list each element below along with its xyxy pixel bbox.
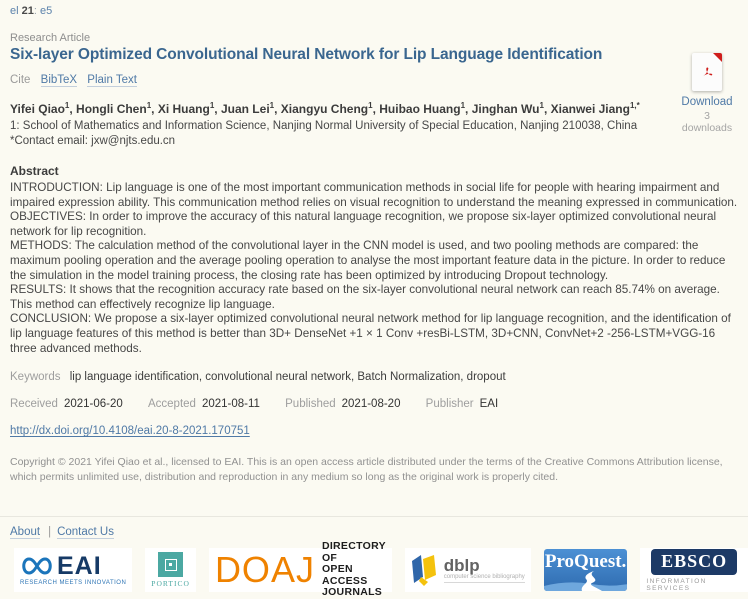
abstract-paragraph: RESULTS: It shows that the recognition accuracy rate based on the six-layer convolutional neural network can reach 85.74% on average. This method can effectively recognize lip language. — [10, 283, 720, 311]
doaj-logo-text: DOAJ — [214, 549, 315, 591]
dblp-logo[interactable] — [405, 548, 531, 592]
cite-label: Cite — [10, 74, 31, 86]
author-list — [10, 99, 668, 116]
cite-row — [10, 74, 738, 86]
dblp-logo-tagline: computer science bibliography — [444, 574, 525, 583]
contact-us-link[interactable]: Contact Us — [57, 526, 114, 539]
plain-text-link[interactable]: Plain Text — [87, 74, 137, 86]
proquest-river-icon — [544, 571, 628, 591]
download-box — [678, 53, 736, 134]
publisher-value: EAI — [479, 398, 499, 411]
abstract-paragraph: METHODS: The calculation method of the convolutional layer in the CNN model is used, and two pooling methods are compared: the maximum pooling operation and the average pooling operation to analyse the most important feature data in the picture. In order to reduce the simulation in the model training process, the closing rate has been optimized by introducing Dropout technology. — [10, 239, 726, 282]
bibtex-link[interactable]: BibTeX — [40, 74, 78, 86]
download-count: 3 downloads — [681, 110, 733, 134]
author: Jinghan Wu$^1$, — [471, 101, 551, 116]
abstract-section — [10, 164, 738, 356]
doaj-line-2: OPEN ACCESS — [321, 563, 368, 587]
author: Xi Huang$^1$, — [157, 101, 221, 116]
breadcrumb — [10, 5, 738, 17]
article-type-label: Research Article — [10, 32, 91, 44]
accepted-value: 2021-08-11 — [201, 398, 260, 411]
doi-row — [10, 425, 738, 437]
acrobat-swirl-icon — [699, 64, 715, 80]
dblp-book-icon — [411, 553, 437, 587]
portico-logo[interactable] — [145, 548, 196, 592]
author: Xiangyu Cheng$^1$, — [280, 101, 380, 116]
author: Yifei Qiao$^1$, — [10, 101, 77, 116]
abstract-body — [10, 181, 738, 356]
download-button[interactable]: Download — [681, 96, 733, 108]
portico-square-icon — [158, 552, 183, 577]
published-date — [285, 398, 404, 410]
proquest-logo-text: ProQuest. — [544, 551, 627, 573]
proquest-logo[interactable] — [544, 549, 628, 591]
eai-logo-top — [20, 552, 102, 581]
author: Hongli Chen$^1$, — [76, 101, 158, 116]
volume-label: 21 — [21, 5, 34, 17]
accepted-label: Accepted — [147, 398, 196, 411]
copyright-notice: Copyright © 2021 Yifei Qiao et al., licensed to EAI. This is an open access article distributed under the terms of the Creative Commons Attribution license, which permits unlimited use, distribution and reproduction in any medium so long as the original work is properly cited. — [10, 456, 723, 483]
author: Huibao Huang$^1$, — [379, 101, 472, 116]
doaj-logo[interactable] — [209, 540, 392, 599]
dblp-logo-text: dblp — [443, 556, 480, 576]
contact-email: *Contact email: jxw@njts.edu.cn — [10, 135, 176, 147]
footer-link-separator: | — [48, 526, 52, 539]
dates-row — [10, 398, 738, 410]
publisher — [426, 398, 499, 410]
page-title: Six-layer Optimized Convolutional Neural Network for Lip Language Identification — [10, 46, 603, 63]
abstract-paragraph: CONCLUSION: We propose a six-layer optimized convolutional neural network method for lip language recognition, and the identification of lip language features of this method is better than 3D+ DenseNet +1 × 1 Conv +resBi-LSTM, 3D+CNN, ConvNet+2 -256-LSTM+VGG-16 three advanced methods. — [10, 312, 731, 355]
footer-links — [10, 526, 748, 538]
author-block — [10, 99, 738, 147]
journal-abbr-link[interactable]: el — [10, 5, 19, 17]
pdf-fold-corner — [713, 53, 722, 62]
published-value: 2021-08-20 — [341, 398, 401, 411]
about-link[interactable]: About — [10, 526, 41, 539]
keywords-label: Keywords — [10, 371, 61, 384]
dblp-text-block — [444, 557, 525, 583]
affiliation: 1: School of Mathematics and Information Science, Nanjing Normal University of Special Education, Nanjing 210038, China — [10, 120, 638, 132]
received-value: 2021-06-20 — [63, 398, 123, 411]
portico-logo-text: PORTICO — [151, 579, 190, 589]
abstract-paragraph: OBJECTIVES: In order to improve the accuracy of this natural language recognition, we propose six-layer optimized convolutional neural network for lip recognition. — [10, 210, 717, 238]
issue-link[interactable]: e5 — [40, 5, 53, 17]
footer-divider — [0, 516, 748, 517]
eai-logo[interactable] — [14, 548, 132, 592]
keywords-text: lip language identification, convolutional neural network, Batch Normalization, dropout — [69, 371, 506, 384]
eai-infinity-icon — [20, 556, 54, 576]
publisher-label: Publisher — [425, 398, 474, 411]
breadcrumb-separator: : — [33, 5, 37, 17]
doaj-line-1: DIRECTORY OF — [321, 540, 386, 564]
author: Juan Lei$^1$, — [220, 101, 281, 116]
abstract-heading: Abstract — [10, 164, 59, 178]
keywords-row — [10, 371, 738, 383]
received-label: Received — [10, 398, 58, 411]
abstract-paragraph: INTRODUCTION: Lip language is one of the most important communication methods in social life for people with hearing impairment and impaired expression ability. This communication method relies on visual recognition to understand the meaning expressed in communication. — [10, 181, 738, 209]
doi-link[interactable]: http://dx.doi.org/10.4108/eai.20-8-2021.170751 — [10, 425, 250, 438]
accepted-date — [148, 398, 263, 410]
ebsco-box — [651, 549, 737, 575]
published-label: Published — [285, 398, 336, 411]
author: Xianwei Jiang$^{1,*}$ — [550, 101, 640, 116]
received-date — [10, 398, 126, 410]
eai-logo-tagline: RESEARCH MEETS INNOVATION — [20, 580, 127, 587]
pdf-file-icon[interactable] — [692, 53, 722, 91]
ebsco-logo-tagline: INFORMATION SERVICES — [646, 577, 707, 592]
doaj-line-3: JOURNALS — [321, 586, 383, 599]
ebsco-logo-text: EBSCO — [661, 550, 728, 571]
ebsco-logo[interactable] — [640, 548, 748, 592]
footer-logo-row — [14, 540, 748, 599]
eai-logo-text: EAI — [57, 552, 102, 581]
doaj-logo-lines — [322, 541, 386, 599]
